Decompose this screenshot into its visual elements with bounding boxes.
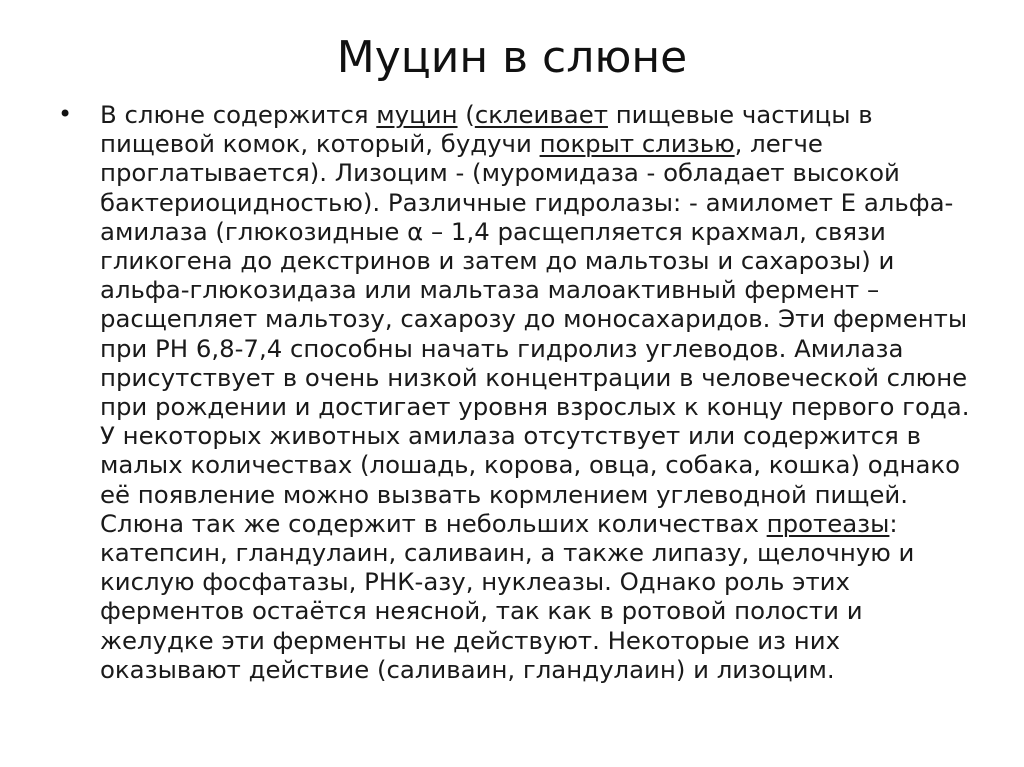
underlined-term-skleivaet: склеивает [474,100,608,129]
text-run: , легче проглатывается). Лизоцим - (муромидаза - обладает высокой бактериоцидностью). Различные гидролазы: - амиломет Е альфа-амилаза (глюкозидные α – 1,4 расщепляется крахмал, связи гликогена до декстринов и затем до мальтозы и сахарозы) и альфа-глюкозидаза или мальтаза малоактивный фермент – расщепляет мальтозу, сахарозу до моносахаридов. Эти ферменты при РН 6,8-7,4 способны начать гидролиз углеводов. Амилаза присутствует в очень низкой концентрации в человеческой слюне при рождении и достигает уровня взрослых к концу первого года. У некоторых животных амилаза отсутствует или содержится в малых количествах (лошадь, корова, овца, собака, кошка) однако её появление можно вызвать кормлением углеводной пищей. Слюна так же содержит в небольших количествах [100,129,970,538]
text-run: В слюне содержится [100,100,377,129]
bullet-item [58,100,978,684]
text-run: : катепсин, гландулаин, саливаин, а также липазу, щелочную и кислую фосфатазы, РНК-азу, нуклеазы. Однако роль этих ферментов остаётся неясной, так как в ротовой полости и желудке эти ферменты не действуют. Некоторые из них оказывают действие (саливаин, гландулаин) и лизоцим. [100,508,915,684]
bullet-icon: • [58,100,73,128]
underlined-term-proteazy: протеазы [766,508,890,538]
slide-content [58,100,978,684]
slide-title: Муцин в слюне [336,32,688,83]
text-run: пищевые частицы в пищевой комок, который, будучи [100,100,873,159]
bullet-paragraph [100,100,978,684]
underlined-term-mucin: муцин [376,100,458,129]
underlined-term-pokryt-slizyu: покрыт слизью [539,129,735,159]
text-run: ( [457,100,475,129]
